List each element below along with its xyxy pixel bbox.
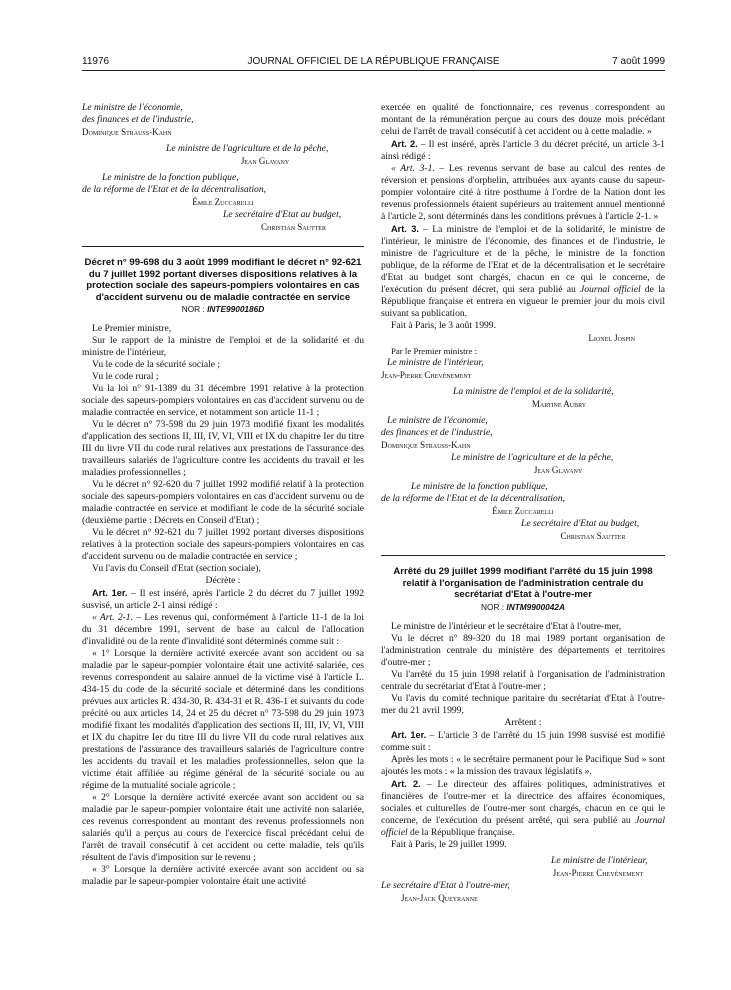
paragraph: Vu le décret n° 73-598 du 29 juin 1973 modifié fixant les modalités d'application des sections II, III, IV, VI, VIII et IX du chapitre Ier du titre III du livre VII du code rural relatives aux prestations de l'assurance des travailleurs salariés de l'agriculture contre les accidents du travail et les maladies professionnelles ;: [82, 419, 364, 478]
signatory-role: Le ministre de l'économie,: [387, 415, 488, 426]
paragraph: « 1° Lorsque la dernière activité exercée avant son accident ou sa maladie par le sapeur-pompier volontaire était une activité salariée, ces revenus correspondent au salaire annuel de la victime visé à l'article L. 434-15 du code de la sécurité sociale et déterminé dans les conditions prévues aux articles R. 434-30, R. 434-31 et R. 436-1 et suivants du code précité ou aux articles 14, 24 et 25 du décret n° 73-598 du 29 juin 1973 modifié fixant les modalités d'application des sections II, III, IV, VI, VIII et IX du chapitre Ier du titre III du livre VII du code rural relatives aux prestations de l'assurance des travailleurs salariés de l'agriculture contre les accidents du travail et les maladies professionnelles, selon que la victime était affiliée au régime général de la sécurité sociale ou au régime de la mutualité sociale agricole ;: [82, 648, 364, 791]
article-1: Art. 1er. – Il est inséré, après l'article 2 du décret du 7 juillet 1992 susvisé, un article 2-1 ainsi rédigé :: [82, 588, 365, 611]
signatory-role: Le ministre de l'intérieur,: [551, 854, 648, 866]
signatory-name: Émile Zuccarelli: [492, 506, 554, 516]
paragraph: Vu le décret n° 89-320 du 18 mai 1989 portant organisation de l'administration centrale du ministère des départements et territoires d'outre-mer ;: [381, 632, 665, 668]
paragraph: Vu l'avis du Conseil d'Etat (section sociale),: [92, 563, 261, 574]
signatory-name: Dominique Strauss-Kahn: [82, 127, 172, 137]
arrete-article-1: Art. 1er. – L'article 3 de l'arrêté du 15 juin 1998 susvisé est modifié comme suit :: [381, 729, 665, 753]
paragraph: Vu la loi n° 91-1389 du 31 décembre 1991 relative à la protection sociale des sapeurs-pompiers volontaires en cas d'accident survenu ou de maladie contractée en service, et notamment son article 11-1 ;: [82, 383, 364, 418]
issue-date: 7 août 1999: [612, 56, 665, 67]
signatory-role: de la réforme de l'Etat et de la décentralisation,: [82, 184, 267, 195]
decrete-heading: Décrète :: [205, 575, 241, 586]
nor-code: INTM9900042A: [506, 601, 565, 612]
signatory-name: Jean-Pierre Chevènement: [552, 867, 644, 878]
signatory-role: Le secrétaire d'Etat au budget,: [223, 209, 342, 220]
paragraph: Vu le décret n° 92-621 du 7 juillet 1992 portant diverses dispositions relatives à la protection sociale des sapeurs-pompiers volontaires en cas d'accident survenu ou de maladie contractée en service ;: [82, 527, 364, 562]
paragraph: Le ministre de l'intérieur et le secrétaire d'Etat à l'outre-mer,: [391, 620, 622, 632]
nor-reference: NOR : INTE9900186D: [181, 304, 265, 314]
paragraph: Vu le code de la sécurité sociale ;: [92, 359, 221, 370]
signatory-role: des finances et de l'industrie,: [381, 427, 493, 438]
signatory-name: Jean Glavany: [533, 465, 583, 475]
arrete-title: Arrêté du 29 juillet 1999 modifiant l'arrêté du 15 juin 1998 relatif à l'organisation de l'administration centrale du secrétariat d'Etat à l'outre-mer: [393, 566, 653, 600]
header-rule: [82, 70, 665, 71]
par-premier-ministre: Par le Premier ministre :: [391, 346, 477, 356]
arrete-article-2: Art. 2. – Le directeur des affaires politiques, administratives et financières de l'outre-mer et la directrice des affaires économiques, sociales et culturelles de l'outre-mer sont chargés, chacun en ce qui le concerne, de l'exécution du présent arrêté, qui sera publié au Journal officiel de la République française.: [381, 778, 665, 838]
signatory-role: Le ministre de l'intérieur,: [387, 357, 484, 368]
left-column: [82, 102, 364, 888]
signatory-role: Le ministre de l'agriculture et de la pêche,: [166, 143, 329, 154]
paragraph: Le Premier ministre,: [92, 323, 172, 334]
signatory-name: Jean Glavany: [240, 156, 290, 166]
nor-reference: NOR : INTM9900042A: [481, 601, 565, 612]
arretent-heading: Arrêtent :: [504, 716, 542, 728]
signing-date: Fait à Paris, le 29 juillet 1999.: [391, 838, 507, 850]
article-2-1: « Art. 2-1. – Les revenus qui, conformément à l'article 11-1 de la loi du 31 décembre 1991, servent de base au calcul de l'allocation d'invalidité ou de la rente d'invalidité sont déterminés comme suit :: [82, 612, 365, 647]
signatory-role: Le ministre de l'agriculture et de la pêche,: [451, 452, 614, 463]
article-2: Art. 2. – Il est inséré, après l'article 3 du décret précité, un article 3-1 ainsi rédigé :: [381, 139, 665, 162]
article-3-1: « Art. 3-1. – Les revenus servant de base au calcul des rentes de réversion et pensions d'orphelin, attribuées aux ayants cause du sapeur-pompier volontaire cité à titre posthume à l'ordre de la Nation dont les revenus professionnels étaient supérieurs au traitement annuel mentionné à l'article 2, sont déterminés dans les conditions prévues à l'article 2-1. »: [381, 163, 665, 222]
signatory-name: Christian Sautter: [261, 222, 326, 232]
signatory-role: Le ministre de la fonction publique,: [102, 172, 239, 183]
signatory-role: La ministre de l'emploi et de la solidarité,: [453, 386, 614, 397]
signing-date: Fait à Paris, le 3 août 1999.: [391, 320, 496, 331]
paragraph: « 2° Lorsque la dernière activité exercée avant son accident ou sa maladie par le sapeur-pompier volontaire était une activité non salariée, ces revenus correspondent au montant des revenus professionnels non salariés qu'il a perçus au cours de l'exercice fiscal précédant celui de l'arrêt de travail consécutif à cet accident ou cette maladie, tels qu'ils résultent de l'avis d'imposition sur le revenu ;: [82, 792, 364, 863]
right-column: [381, 102, 665, 905]
signatory-name: Jean-Pierre Chevènement: [381, 370, 472, 380]
paragraph: Vu l'avis du comité technique paritaire du secrétariat d'Etat à l'outre-mer du 21 avril 1999,: [381, 692, 665, 716]
paragraph: « 3° Lorsque la dernière activité exercée avant son accident ou sa maladie par le sapeur-pompier volontaire était une activité: [82, 864, 364, 887]
journal-title: JOURNAL OFFICIEL DE LA RÉPUBLIQUE FRANÇAISE: [247, 56, 500, 67]
signatory-role: des finances et de l'industrie,: [82, 114, 194, 125]
signatory-role: de la réforme de l'Etat et de la décentralisation,: [381, 493, 566, 504]
section-divider: [381, 555, 665, 556]
signatory-name: Martine Aubry: [531, 399, 587, 409]
decree-title: Décret n° 99-698 du 3 août 1999 modifiant le décret n° 92-621 du 7 juillet 1992 portant diverses dispositions relatives à la protection sociale des sapeurs-pompiers volontaires en cas d'accident survenu ou de maladie contractée en service: [84, 257, 362, 303]
paragraph: exercée en qualité de fonctionnaire, ces revenus correspondent au montant de la rémunération perçue au cours des douze mois précédant celui de l'arrêt de travail consécutif à cet accident ou à cette maladie. »: [381, 102, 665, 137]
signatory-role: Le secrétaire d'Etat à l'outre-mer,: [381, 879, 510, 891]
paragraph: Après les mots : « le secrétaire permanent pour le Pacifique Sud » sont ajoutés les mots : « la mission des travaux législatifs ».: [381, 753, 665, 777]
paragraph: Vu l'arrêté du 15 juin 1998 relatif à l'organisation de l'administration centrale du secrétariat d'Etat à l'outre-mer ;: [381, 668, 665, 692]
signatory-name: Jean-Jack Queyranne: [401, 892, 478, 903]
signatory-role: Le ministre de la fonction publique,: [411, 481, 548, 492]
paragraph: Vu le code rural ;: [92, 371, 159, 382]
signatory-name: Christian Sautter: [560, 531, 626, 541]
signatory-name: Dominique Strauss-Kahn: [381, 440, 471, 450]
signatory-role: Le secrétaire d'Etat au budget,: [521, 518, 640, 529]
signatory-name: Émile Zuccarelli: [192, 197, 254, 207]
page-number: 11976: [82, 56, 110, 67]
signatory-name: Lionel Jospin: [588, 333, 635, 343]
section-divider: [82, 246, 364, 247]
page-header: [82, 56, 665, 70]
nor-code: INTE9900186D: [207, 304, 265, 314]
article-3: Art. 3. – La ministre de l'emploi et de la solidarité, le ministre de l'intérieur, le ministre de l'économie, des finances et de l'industrie, le ministre de l'agriculture et de la pêche, le ministre de la fonction publique, de la réforme de l'Etat et de la décentralisation et le secrétaire d'Etat au budget sont chargés, chacun en ce qui le concerne, de l'exécution du présent décret, qui sera publié au Journal officiel de la République française et entrera en vigueur le premier jour du mois civil suivant sa publication.: [381, 224, 665, 319]
signature-block: [82, 102, 364, 234]
paragraph: Vu le décret n° 92-620 du 7 juillet 1992 modifié relatif à la protection sociale des sapeurs-pompiers volontaires en cas d'accident survenu ou de maladie contractée en service et modifiant le code de la sécurité sociale (deuxième partie : Décrets en Conseil d'Etat) ;: [82, 479, 364, 526]
signatory-role: Le ministre de l'économie,: [82, 102, 183, 113]
paragraph: Sur le rapport de la ministre de l'emploi et de la solidarité et du ministre de l'intérieur,: [82, 335, 364, 358]
